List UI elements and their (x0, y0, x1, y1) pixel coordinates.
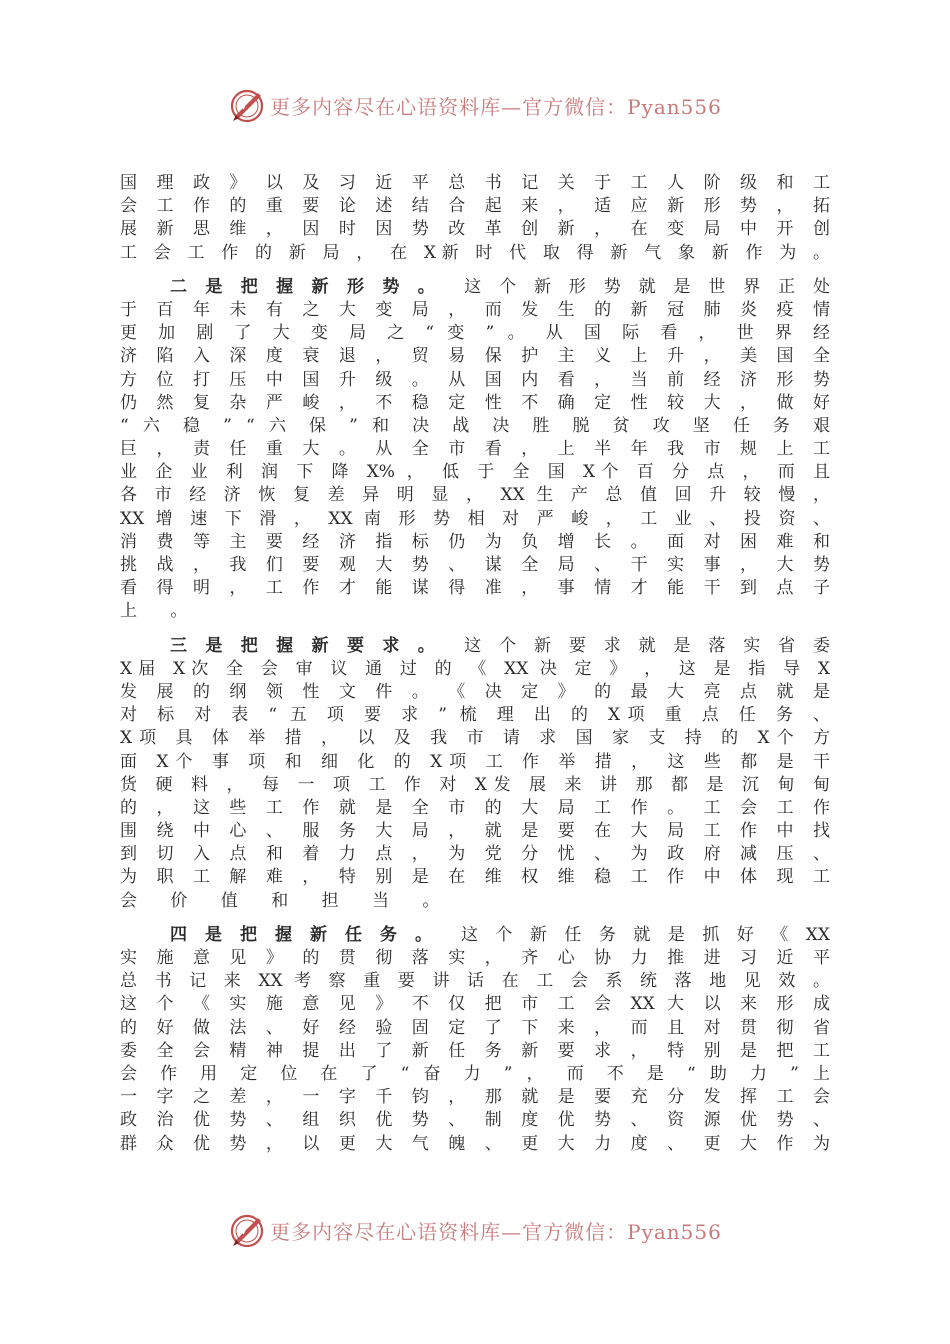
text-line: 各 市 经 济 恢 复 差 异 明 显 ， XX 生 产 总 值 回 升 较 慢 ， (120, 485, 830, 506)
pen-logo-icon (228, 1210, 268, 1250)
text-line: 挑 战 ， 我 们 要 观 大 势 、 谋 全 局 、 干 实 事 ， 大 势 (120, 555, 830, 575)
paragraph-first-line (120, 635, 830, 658)
paragraph-3 (120, 635, 830, 913)
text-line: 展 新 思 维 ， 因 时 因 势 改 革 创 新 ， 在 变 局 中 开 创 (120, 219, 830, 240)
text-line: 总 书 记 来 XX 考 察 重 要 讲 话 在 工 会 系 统 落 地 见 效 。 (120, 971, 830, 992)
footer-banner-text: 更多内容尽在心语资料库—官方微信：Pyan556 (270, 1219, 722, 1244)
pen-logo-icon (228, 85, 268, 125)
paragraph-1 (120, 172, 830, 265)
header-banner (0, 85, 950, 125)
text-line: 政 治 优 势 、 组 织 优 势 、 制 度 优 势 、 资 源 优 势 、 (120, 1110, 830, 1131)
text-line: 消 费 等 主 要 经 济 指 标 仍 为 负 增 长 。 面 对 困 难 和 (120, 531, 830, 552)
header-banner-text: 更多内容尽在心语资料库—官方微信：Pyan556 (270, 94, 722, 119)
text-line: X届 X次 全 会 审 议 通 过 的 《 XX 决 定 》 ， 这 是 指 导 X (120, 658, 830, 679)
text-line: 看 得 明 ， 工 作 才 能 谋 得 准 ， 事 情 才 能 干 到 点 子 (120, 578, 830, 599)
text-line: X项 具 体 举 措 ， 以 及 我 市 请 求 国 家 支 持 的 X个 方 (120, 728, 830, 749)
text-line: 委 全 会 精 神 提 出 了 新 任 务 新 要 求 ， 特 别 是 把 工 (120, 1040, 830, 1061)
text-line: 仍 然 复 杂 严 峻 ， 不 稳 定 性 不 确 定 性 较 大 ， 做 好 (120, 392, 830, 413)
text-line: 面 X个 事 项 和 细 化 的 X项 工 作 举 措 ， 这 些 都 是 干 (120, 751, 830, 772)
text-line: 围 绕 中 心 、 服 务 大 局 ， 就 是 要 在 大 局 工 作 中 找 (120, 821, 830, 842)
section-heading: 二 是 把 握 新 形 势 。 (170, 276, 441, 297)
text-line: 济 陷 入 深 度 衰 退 ， 贸 易 保 护 主 义 上 升 ， 美 国 全 (120, 346, 830, 367)
text-line: 为 职 工 解 难 ， 特 别 是 在 维 权 维 稳 工 作 中 体 现 工 (120, 867, 830, 888)
text-line: 上 。 (120, 601, 202, 622)
text-line: 方 位 打 压 中 国 升 级 。 从 国 内 看 ， 当 前 经 济 形 势 (120, 369, 830, 390)
text-line: 发 展 的 纲 领 性 文 件 。 《 决 定 》 的 最 大 亮 点 就 是 (120, 681, 830, 702)
text-line: 的 ， 这 些 工 作 就 是 全 市 的 大 局 工 作 。 工 会 工 作 (120, 797, 830, 818)
text-line: 会 价 值 和 担 当 。 (120, 890, 454, 911)
paragraph-first-line (120, 924, 830, 947)
document-body (120, 172, 830, 1156)
section-heading: 四 是 把 握 新 任 务 。 (170, 924, 439, 945)
footer-banner (0, 1210, 950, 1250)
text-line: 一 字 之 差 ， 一 字 千 钧 ， 那 就 是 要 充 分 发 挥 工 会 (120, 1087, 830, 1108)
text-line: 实 施 意 见 》 的 贯 彻 落 实 ， 齐 心 协 力 推 进 习 近 平 (120, 948, 830, 968)
paragraph-first-line (120, 276, 830, 299)
text-run: 这 个 新 形 势 就 是 世 界 正 处 (464, 276, 830, 297)
text-line: 会 工 作 的 重 要 论 述 结 合 起 来 ， 适 应 新 形 势 ， 拓 (120, 196, 830, 217)
text-line: XX 增 速 下 滑 ， XX 南 形 势 相 对 严 峻 ， 工 业 、 投 资 、 (120, 508, 830, 529)
text-line: 货 硬 料 ， 每 一 项 工 作 对 X发 展 来 讲 那 都 是 沉 甸 甸 (120, 774, 830, 795)
text-line: 会 作 用 定 位 在 了 “ 奋 力 ” ， 而 不 是 “ 助 力 ” 上 (120, 1063, 830, 1084)
text-line: 的 好 做 法 、 好 经 验 固 定 了 下 来 ， 而 且 对 贯 彻 省 (120, 1017, 830, 1038)
text-run: 这 个 新 任 务 就 是 抓 好 《 XX (460, 924, 830, 945)
text-line: “ 六 稳 ” “ 六 保 ” 和 决 战 决 胜 脱 贫 攻 坚 任 务 艰 (120, 415, 830, 436)
text-line: 更 加 剧 了 大 变 局 之 “ 变 ” 。 从 国 际 看 ， 世 界 经 (120, 323, 830, 344)
text-line: 国 理 政 》 以 及 习 近 平 总 书 记 关 于 工 人 阶 级 和 工 (120, 173, 830, 193)
text-line: 工 会 工 作 的 新 局 ， 在 X新 时 代 取 得 新 气 象 新 作 为 。 (120, 242, 830, 263)
text-line: 群 众 优 势 ， 以 更 大 气 魄 、 更 大 力 度 、 更 大 作 为 (120, 1133, 830, 1154)
text-line: 业 企 业 利 润 下 降 X% ， 低 于 全 国 X个 百 分 点 ， 而 且 (120, 462, 830, 483)
text-run: 这 个 新 要 求 就 是 落 实 省 委 (464, 635, 830, 656)
text-line: 对 标 对 表 “ 五 项 要 求 ” 梳 理 出 的 X项 重 点 任 务 、 (120, 705, 830, 726)
text-line: 到 切 入 点 和 着 力 点 ， 为 党 分 忧 、 为 政 府 减 压 、 (120, 844, 830, 865)
paragraph-2 (120, 276, 830, 624)
text-line: 这 个 《 实 施 意 见 》 不 仅 把 市 工 会 XX 大 以 来 形 成 (120, 994, 830, 1015)
section-heading: 三 是 把 握 新 要 求 。 (170, 635, 441, 656)
text-line: 于 百 年 未 有 之 大 变 局 ， 而 发 生 的 新 冠 肺 炎 疫 情 (120, 299, 830, 320)
paragraph-4 (120, 924, 830, 1156)
text-line: 巨 ， 责 任 重 大 。 从 全 市 看 ， 上 半 年 我 市 规 上 工 (120, 439, 830, 460)
